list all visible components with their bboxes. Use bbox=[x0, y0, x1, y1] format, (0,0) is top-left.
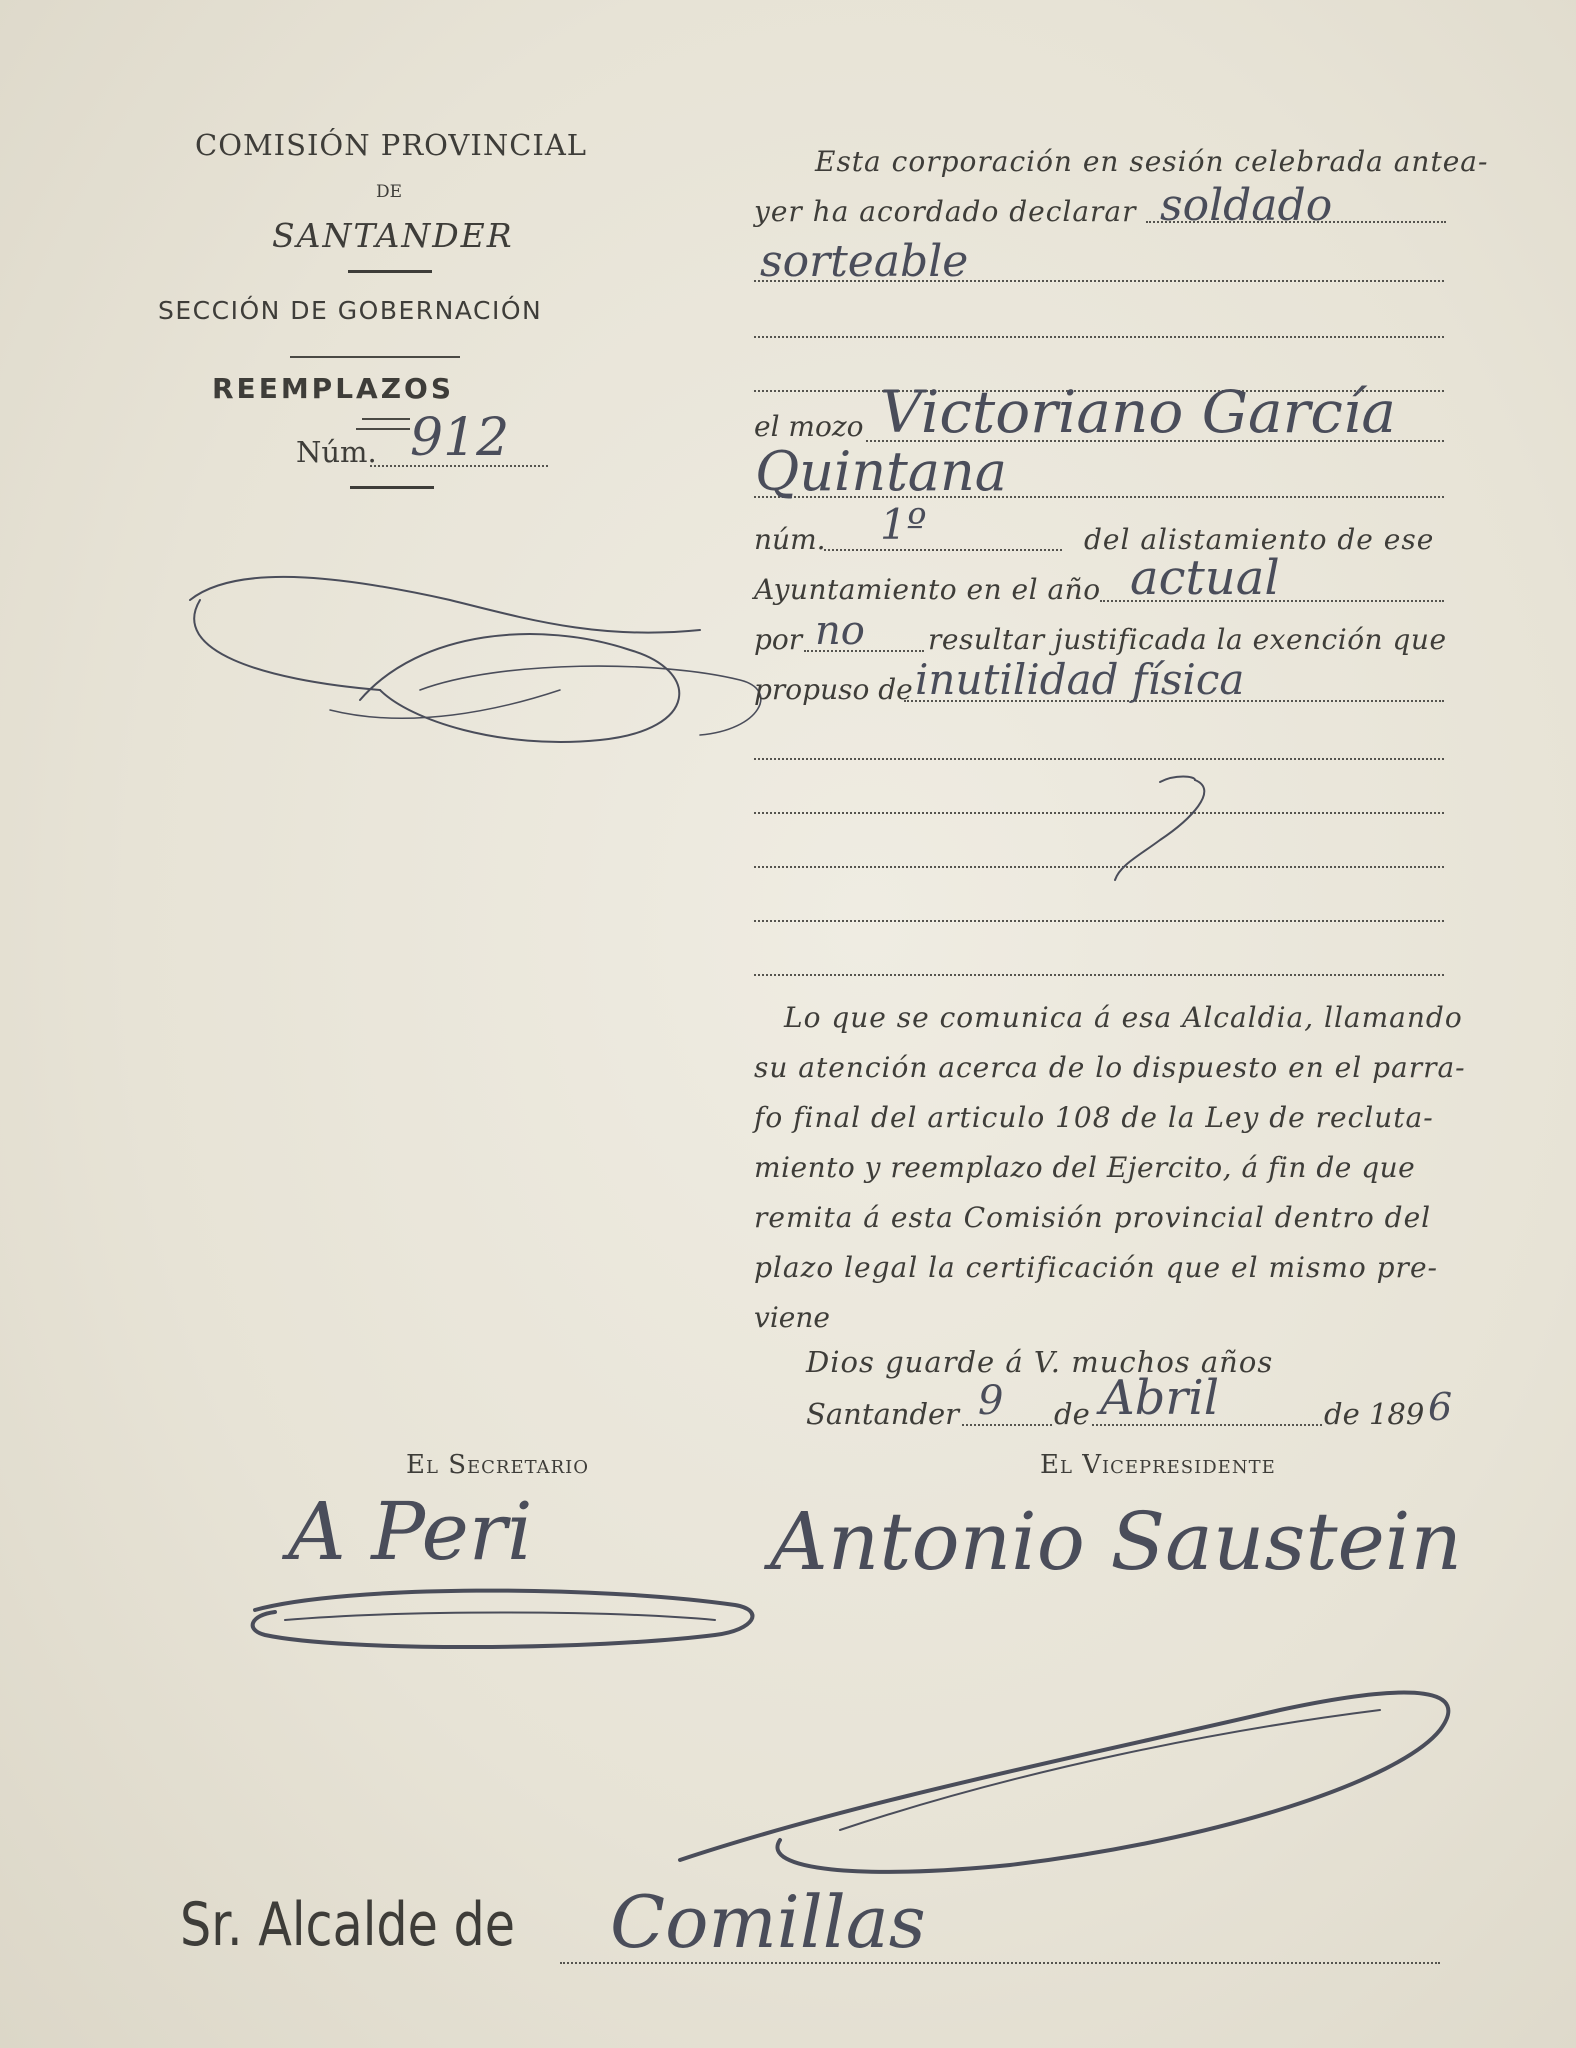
blank-line-1 bbox=[754, 336, 1444, 338]
blank-line-7 bbox=[754, 974, 1444, 976]
reemplazos-title: REEMPLAZOS bbox=[212, 372, 454, 405]
blank-line-5 bbox=[754, 866, 1444, 868]
header-de: DE bbox=[376, 182, 403, 202]
para-line-6: plazo legal la certificación que el mismo pre- bbox=[754, 1251, 1438, 1284]
para-line-7: viene bbox=[754, 1301, 830, 1334]
blank-line-3 bbox=[754, 758, 1444, 760]
blank-line-4 bbox=[754, 812, 1444, 814]
num-dash-bottom bbox=[356, 428, 410, 430]
body-line-1: Esta corporación en sesión celebrada antea- bbox=[815, 145, 1489, 178]
date-de-2: de 189 bbox=[1324, 1397, 1425, 1431]
por-label: por bbox=[754, 623, 803, 656]
province-name: SANTANDER bbox=[272, 216, 514, 255]
mozo-name-2: Quintana bbox=[755, 440, 1007, 503]
blank-line-6 bbox=[754, 920, 1444, 922]
num-mozo-line bbox=[824, 549, 1062, 551]
declared-value-1: soldado bbox=[1160, 180, 1333, 231]
propuso-label: propuso de bbox=[754, 673, 913, 706]
ayuntamiento-text: Ayuntamiento en el año bbox=[754, 573, 1101, 606]
num-value: 912 bbox=[410, 408, 510, 468]
body-line-2: yer ha acordado declarar bbox=[754, 195, 1137, 228]
day-value: 9 bbox=[978, 1378, 1004, 1424]
para-line-3: fo final del articulo 108 de la Ley de recluta- bbox=[754, 1101, 1434, 1134]
left-flourish bbox=[180, 560, 780, 760]
vicepresidente-signature: Antonio Saustein bbox=[770, 1495, 1462, 1588]
propuso-value: inutilidad física bbox=[915, 655, 1245, 704]
section-title: SECCIÓN DE GOBERNACIÓN bbox=[158, 296, 543, 325]
num-dash-top bbox=[362, 418, 410, 420]
para-line-2: su atención acerca de lo dispuesto en el parra- bbox=[754, 1051, 1466, 1084]
resultar-text: resultar justificada la exención que bbox=[928, 623, 1447, 656]
blank-strike-flourish bbox=[1100, 770, 1220, 890]
secretario-label: El Secretario bbox=[406, 1450, 590, 1480]
year-digit: 6 bbox=[1428, 1385, 1453, 1429]
declared-value-2: sorteable bbox=[760, 236, 969, 287]
place-text: Santander bbox=[806, 1397, 960, 1431]
header-rule-1 bbox=[348, 270, 432, 273]
date-de-1: de bbox=[1054, 1397, 1090, 1431]
num-mozo-label: núm. bbox=[754, 523, 826, 556]
alcalde-label: Sr. Alcalde de bbox=[180, 1890, 516, 1960]
closing-text: Dios guarde á V. muchos años bbox=[806, 1345, 1274, 1379]
num-label: Núm. bbox=[296, 435, 377, 469]
vicepresidente-flourish bbox=[660, 1640, 1480, 1880]
month-value: Abril bbox=[1100, 1370, 1220, 1426]
vicepresidente-label: El Vicepresidente bbox=[1040, 1450, 1276, 1480]
year-value: actual bbox=[1130, 550, 1280, 606]
para-line-4: miento y reemplazo del Ejercito, á fin de que bbox=[754, 1151, 1416, 1184]
mozo-name-1: Victoriano García bbox=[880, 378, 1396, 446]
secretario-signature: A Peri bbox=[288, 1485, 533, 1578]
mozo-label: el mozo bbox=[754, 410, 864, 443]
commission-title: COMISIÓN PROVINCIAL bbox=[195, 128, 588, 162]
alistamiento-text: del alistamiento de ese bbox=[1084, 523, 1435, 556]
num-mozo-value: 1º bbox=[880, 500, 927, 549]
alcalde-value: Comillas bbox=[610, 1880, 926, 1964]
header-rule-2 bbox=[290, 356, 460, 358]
para-line-1: Lo que se comunica á esa Alcaldia, llamando bbox=[784, 1001, 1463, 1034]
notice-paragraph bbox=[754, 993, 1466, 1343]
day-line bbox=[962, 1424, 1052, 1426]
por-value: no bbox=[815, 608, 865, 654]
header-rule-3 bbox=[350, 486, 434, 489]
para-line-5: remita á esta Comisión provincial dentro del bbox=[754, 1201, 1432, 1234]
